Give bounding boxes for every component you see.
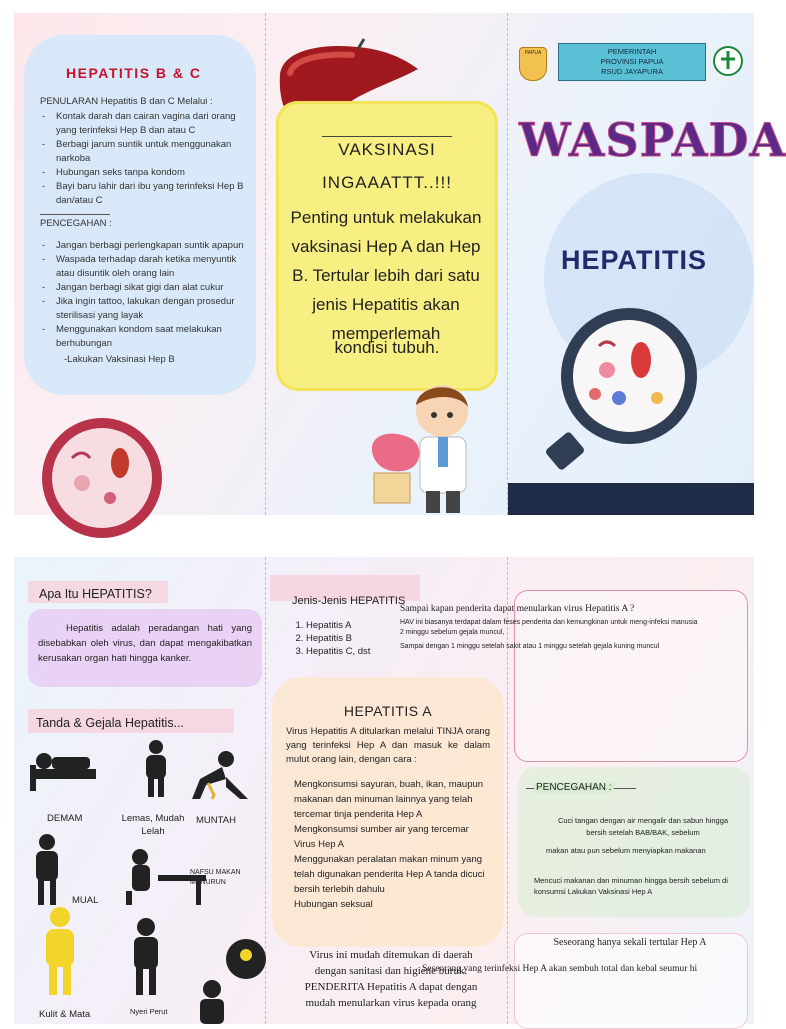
prevention-extra: -Lakukan Vaksinasi Hep B	[64, 354, 175, 365]
list-item: Mengkonsumsi sumber air yang tercemar Virus Hep A	[294, 824, 469, 850]
symptom-label: DEMAM	[47, 813, 83, 824]
brochure-outside-panel	[14, 13, 786, 515]
symptom-label: Lemas, Mudah Lelah	[121, 813, 185, 837]
symptom-label: MUNTAH	[196, 815, 236, 826]
types-list	[290, 619, 370, 658]
list-item: 2. Hepatitis B	[306, 632, 370, 645]
list-item: - Jika ingin tattoo, lakukan dengan prosedur sterilisasi yang layak	[40, 295, 250, 323]
fever-icon	[26, 739, 102, 799]
navy-footer-bar	[508, 483, 754, 515]
hepatitis-title: HEPATITIS	[560, 245, 707, 275]
fold-line	[507, 13, 508, 515]
transmission-heading: PENULARAN Hepatitis B dan C Melalui :	[40, 96, 213, 107]
vaccination-body: Penting untuk melakukan vaksinasi Hep A dan Hep B. Tertular lebih dari satu jenis Hepatitis akan memperlemah	[290, 208, 482, 343]
stomach-pain-icon	[126, 917, 166, 997]
list-item: - Bayi baru lahir dari ibu yang terinfeksi Hep B dan/atau C	[40, 180, 250, 208]
dizzy-icon	[192, 937, 266, 1024]
vomit-icon	[182, 749, 254, 801]
list-item: - Hubungan seks tanpa kondom	[40, 166, 250, 180]
government-header	[558, 43, 706, 81]
list-item: - Berbagi jarum suntik untuk menggunakan narkoba	[40, 138, 250, 166]
prevention-heading: PENCEGAHAN :	[40, 218, 112, 229]
hepa-intro: Virus Hepatitis A ditularkan melalui TINJA orang yang terinfeksi Hep A dan masuk ke dalam mulut orang lain, dengan cara :	[286, 726, 490, 765]
list-item: 3. Hepatitis C, dst	[306, 645, 370, 658]
question-line: 2 minggu sebelum gejala muncul,	[400, 629, 505, 636]
list-item: 1. Hepatitis A	[306, 619, 370, 632]
list-item: Menggunakan peralatan makan minum yang telah digunakan penderita Hep A tanda dicuci bersih terlebih dahulu	[294, 854, 485, 895]
virus-illustration	[32, 413, 182, 523]
weak-icon	[138, 739, 174, 799]
transmission-list	[40, 110, 250, 208]
papua-logo-label: PAPUA	[524, 50, 542, 56]
question-line: HAV ini biasanya terdapat dalam feses penderita dan kemungkinan untuk meng-infeksi manusia	[400, 619, 698, 626]
symptom-label: MUAL	[72, 895, 99, 906]
list-item: Hubungan seksual	[294, 899, 373, 910]
prevention-line: Mencuci makanan dan minuman hingga bersih sebelum di konsumsi Lakukan Vaksinasi Hep A	[534, 876, 728, 896]
header-line: PROVINSI PAPUA	[600, 57, 664, 66]
transmission-section	[40, 95, 250, 367]
question-body	[400, 618, 754, 652]
definition-text: Hepatitis adalah peradangan hati yang disebabkan oleh virus, dan dapat mengakibatkan kerusakan organ hati hingga kanker.	[38, 623, 252, 664]
waspada-title: WASPADA	[519, 113, 786, 167]
vaccination-box	[276, 101, 498, 391]
question-box	[514, 590, 748, 762]
symptom-label: Kulit & Mata	[39, 1009, 91, 1020]
vaccination-line1: VAKSINASI	[338, 140, 436, 159]
symptom-label: NAFSU MAKAN MENURUN	[190, 869, 241, 886]
list-item: Mengkonsumsi sayuran, buah, ikan, maupun makanan dan minuman lainnya yang telah tercemar tinja penderita Hep A	[294, 779, 484, 820]
divider	[40, 214, 110, 215]
doctor-illustration	[364, 373, 494, 515]
once-body: Seseorang yang terinfeksi Hep A akan sembuh total dan kebal seumur hi	[422, 964, 698, 974]
list-item: - Jangan berbagi sikat gigi dan alat cukur	[40, 281, 250, 295]
symptom-label: Nyeri Perut	[130, 1007, 168, 1016]
what-is-title: Apa Itu HEPATITIS?	[39, 587, 152, 601]
list-item: - Menggunakan kondom saat melakukan berhubungan	[40, 323, 250, 351]
question-line: Sampai dengan 1 minggu setelah sakit atau 1 minggu setelah gejala kuning muncul	[400, 643, 660, 650]
divider	[322, 136, 452, 137]
once-title: Seseorang hanya sekali tertular Hep A	[553, 937, 707, 948]
prevention-line: Cuci tangan dengan air mengalir dan sabun hingga bersih setelah BAB/BAK, sebelum	[557, 816, 729, 837]
jaundice-icon	[40, 905, 80, 997]
types-title: Jenis-Jenis HEPATITIS	[292, 595, 406, 607]
papua-logo	[519, 47, 547, 81]
prevention-list	[40, 239, 250, 351]
vaccination-cut-text: kondisi tubuh.	[334, 338, 440, 357]
prevention-line: makan atau pun sebelum menyiapkan makanan	[546, 846, 706, 855]
hepa-list	[280, 777, 492, 912]
prevention-title: PENCEGAHAN :	[536, 782, 612, 793]
symptoms-title: Tanda & Gejala Hepatitis...	[36, 716, 184, 730]
list-item: - Jangan berbagi perlengkapan suntik apapun	[40, 239, 250, 253]
header-line: RSUD JAYAPURA	[601, 67, 663, 76]
list-item: - Waspada terhadap darah ketika menyuntik atau disuntik oleh orang lain	[40, 253, 250, 281]
header-line: PEMERINTAH	[607, 47, 657, 56]
hepa-title: HEPATITIS A	[343, 703, 433, 719]
magnifier-illustration	[539, 298, 739, 483]
fold-line	[265, 13, 266, 515]
nausea-icon	[30, 833, 64, 907]
list-item: - Kontak darah dan cairan vagina dari orang yang terinfeksi Hep B dan atau C	[40, 110, 250, 138]
brochure-inside-panel	[14, 557, 754, 1024]
question-title: Sampai kapan penderita dapat menularkan virus Hepatitis A ?	[400, 604, 635, 614]
hepbc-title: HEPATITIS B & C	[66, 65, 202, 81]
vaccination-line2: INGAAATTT..!!!	[322, 173, 452, 192]
bakti-husada-logo	[712, 45, 744, 79]
hepa-footer-text: Virus ini mudah ditemukan di daerah dengan sanitasi dan higiene buruk. PENDERITA Hepatitis A dapat dengan mudah menularkan virus kepada orang	[304, 949, 478, 1009]
